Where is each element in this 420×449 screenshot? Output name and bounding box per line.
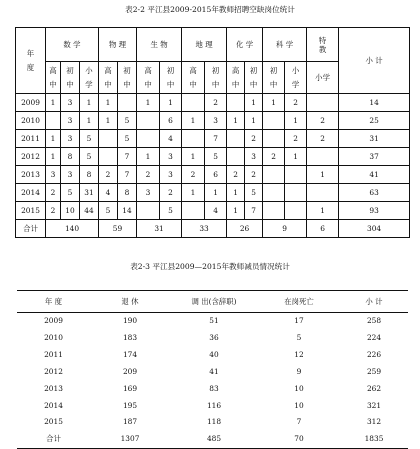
table-cell: 3 — [61, 166, 80, 184]
row-year: 2014 — [16, 184, 46, 202]
table-cell — [263, 112, 285, 130]
header-science: 科 学 — [263, 28, 307, 62]
subheader-cell: 初 中 — [205, 62, 227, 94]
table-cell — [99, 130, 118, 148]
table-cell: 1 — [245, 94, 263, 112]
total-cell: 33 — [182, 220, 227, 238]
table-cell: 226 — [366, 349, 382, 359]
table-cell: 3 — [160, 148, 182, 166]
table-cell: 5 — [118, 130, 137, 148]
subheader-cell: 初 中 — [61, 62, 80, 94]
table-cell: 1 — [182, 148, 205, 166]
table-cell: 83 — [209, 383, 219, 393]
table-row — [16, 148, 410, 166]
table-cell: 1 — [205, 184, 227, 202]
row-year: 2010 — [44, 332, 63, 342]
table-cell: 10 — [294, 400, 304, 410]
table-cell: 2 — [245, 166, 263, 184]
row-year: 2012 — [16, 148, 46, 166]
table-cell: 2 — [46, 202, 61, 220]
row-year: 合计 — [17, 431, 90, 448]
table-cell: 2 — [182, 166, 205, 184]
table-cell: 485 — [170, 431, 258, 448]
row-year: 2009 — [16, 94, 46, 112]
table-cell — [285, 166, 307, 184]
table-cell: 1 — [80, 112, 99, 130]
table-cell — [263, 202, 285, 220]
subheader-cell: 高 中 — [137, 62, 160, 94]
table1-caption: 表2-2 平江县2009-2015年教师招聘空缺岗位统计 — [125, 5, 295, 14]
table-cell — [137, 202, 160, 220]
table-cell: 3 — [46, 166, 61, 184]
table-cell — [118, 94, 137, 112]
table-cell: 1 — [80, 94, 99, 112]
table-cell: 321 — [366, 400, 382, 410]
table-cell: 5 — [245, 184, 263, 202]
row-year: 2014 — [44, 400, 63, 410]
row-year: 2011 — [16, 130, 46, 148]
table-cell: 1 — [263, 94, 285, 112]
table-cell: 1 — [285, 148, 307, 166]
table-cell: 3 — [205, 112, 227, 130]
table-row — [17, 347, 408, 364]
table-cell: 1 — [46, 148, 61, 166]
table2-caption: 表2-3 平江县2009—2015年教师减员情况统计 — [130, 262, 290, 271]
subheader-cell: 小 学 — [285, 62, 307, 94]
table-cell: 5 — [296, 332, 302, 342]
table-cell: 10 — [294, 383, 304, 393]
table-cell: 1 — [227, 112, 245, 130]
table-cell: 169 — [122, 383, 138, 393]
table-cell: 10 — [61, 202, 80, 220]
row-year: 2013 — [16, 166, 46, 184]
table-cell: 37 — [339, 148, 410, 166]
table-cell: 190 — [122, 316, 138, 325]
table-cell: 183 — [122, 332, 138, 342]
header-year: 年 度 — [17, 291, 90, 313]
table-cell: 259 — [366, 366, 382, 376]
table-cell: 224 — [366, 332, 382, 342]
table-cell: 118 — [206, 417, 222, 427]
table-cell: 41 — [209, 366, 219, 376]
table-cell — [227, 148, 245, 166]
table-cell — [46, 112, 61, 130]
subheader-cell: 初 中 — [245, 62, 263, 94]
table-cell — [285, 184, 307, 202]
header-chemistry: 化 学 — [227, 28, 263, 62]
table-row — [17, 414, 408, 431]
table-cell — [227, 94, 245, 112]
totals-row — [16, 220, 410, 238]
table-cell — [307, 184, 339, 202]
table-cell: 2 — [99, 166, 118, 184]
table-cell: 36 — [209, 332, 219, 342]
table-cell: 1 — [46, 94, 61, 112]
table-cell: 7 — [118, 148, 137, 166]
table-cell: 1307 — [90, 431, 170, 448]
table-cell — [137, 112, 160, 130]
table-row — [16, 202, 410, 220]
table-cell: 5 — [61, 184, 80, 202]
table-cell: 14 — [118, 202, 137, 220]
table-cell: 2 — [263, 148, 285, 166]
subheader-cell: 高 中 — [46, 62, 61, 94]
table-cell: 1 — [245, 112, 263, 130]
table-cell: 2 — [46, 184, 61, 202]
table-cell: 1835 — [340, 431, 408, 448]
total-cell: 140 — [46, 220, 99, 238]
table-cell: 4 — [205, 202, 227, 220]
table-cell: 44 — [80, 202, 99, 220]
subheader-cell: 高 中 — [99, 62, 118, 94]
table-cell: 1 — [227, 184, 245, 202]
header-retired: 退 休 — [90, 291, 170, 313]
table-cell: 1 — [182, 112, 205, 130]
table-cell: 3 — [245, 148, 263, 166]
table-row — [16, 112, 410, 130]
header-subtotal: 小 计 — [340, 291, 408, 313]
table-cell: 7 — [245, 202, 263, 220]
header-special-ed: 特 教 — [307, 28, 339, 62]
subheader-cell: 高 中 — [227, 62, 245, 94]
table-cell: 2 — [245, 130, 263, 148]
table-cell: 5 — [118, 112, 137, 130]
table-cell: 8 — [80, 166, 99, 184]
table-cell: 312 — [366, 417, 382, 427]
table-row — [16, 184, 410, 202]
table-cell: 25 — [339, 112, 410, 130]
totals-row — [17, 431, 408, 448]
total-cell: 26 — [227, 220, 263, 238]
table-cell: 174 — [122, 349, 138, 359]
table-cell: 2 — [227, 166, 245, 184]
table-cell: 209 — [122, 366, 138, 376]
row-year: 2011 — [44, 349, 63, 359]
table-cell: 1 — [46, 130, 61, 148]
table-cell: 1 — [160, 94, 182, 112]
attrition-table — [17, 290, 408, 449]
subheader-cell: 初 中 — [160, 62, 182, 94]
total-cell: 31 — [137, 220, 182, 238]
table-cell — [263, 130, 285, 148]
row-year: 2009 — [44, 316, 63, 325]
table-cell: 41 — [339, 166, 410, 184]
table-cell: 17 — [294, 316, 304, 325]
table-cell: 1 — [137, 94, 160, 112]
header-year: 年 度 — [16, 28, 46, 94]
table-cell: 14 — [339, 94, 410, 112]
table-cell — [182, 202, 205, 220]
table-cell — [263, 166, 285, 184]
table-cell: 4 — [160, 130, 182, 148]
row-year: 2013 — [44, 383, 63, 393]
table-row — [17, 330, 408, 347]
table-cell — [307, 148, 339, 166]
table-cell: 2 — [307, 112, 339, 130]
table-cell: 3 — [61, 130, 80, 148]
header-biology: 生 物 — [137, 28, 182, 62]
header-physics: 物 理 — [99, 28, 137, 62]
table-cell: 6 — [160, 112, 182, 130]
table-cell: 2 — [137, 166, 160, 184]
table-cell: 3 — [137, 184, 160, 202]
table-cell: 40 — [209, 349, 219, 359]
table-cell: 5 — [80, 148, 99, 166]
totals-label: 合计 — [16, 220, 46, 238]
table-cell: 3 — [61, 94, 80, 112]
table-cell: 3 — [61, 112, 80, 130]
table-cell: 2 — [307, 130, 339, 148]
row-year: 2012 — [44, 366, 63, 376]
row-year: 2015 — [16, 202, 46, 220]
table-cell: 7 — [205, 130, 227, 148]
table-cell: 1 — [137, 148, 160, 166]
table-cell: 7 — [118, 166, 137, 184]
header-deceased: 在岗死亡 — [258, 291, 340, 313]
table-cell — [285, 202, 307, 220]
table-row — [17, 313, 408, 330]
subheader-cell: 小学 — [307, 62, 339, 94]
table-cell: 8 — [61, 148, 80, 166]
table-row — [17, 398, 408, 415]
table-cell: 5 — [99, 202, 118, 220]
header-geography: 地 理 — [182, 28, 227, 62]
header-transferred: 调 出(含辞职) — [170, 291, 258, 313]
table-cell: 2 — [285, 130, 307, 148]
table-cell: 63 — [339, 184, 410, 202]
table-cell: 1 — [182, 184, 205, 202]
row-year: 2010 — [16, 112, 46, 130]
table-cell: 116 — [206, 400, 222, 410]
table-cell: 1 — [99, 94, 118, 112]
subheader-cell: 高 中 — [182, 62, 205, 94]
table-cell: 4 — [99, 184, 118, 202]
table-row — [16, 130, 410, 148]
vacancy-table — [15, 27, 410, 238]
header-subtotal: 小 计 — [339, 28, 410, 94]
table-cell: 7 — [296, 417, 302, 427]
table-cell: 5 — [160, 202, 182, 220]
table-cell: 5 — [205, 148, 227, 166]
table-cell — [137, 130, 160, 148]
total-cell: 59 — [99, 220, 137, 238]
table-cell: 262 — [366, 383, 382, 393]
subheader-cell: 小 学 — [80, 62, 99, 94]
table-cell: 2 — [205, 94, 227, 112]
table-row — [17, 364, 408, 381]
table-cell — [227, 130, 245, 148]
table-row — [16, 166, 410, 184]
table-cell: 5 — [80, 130, 99, 148]
table-cell: 31 — [80, 184, 99, 202]
subheader-cell: 初 中 — [263, 62, 285, 94]
table-cell — [307, 94, 339, 112]
table-cell: 8 — [118, 184, 137, 202]
table-row — [16, 94, 410, 112]
table-cell: 1 — [285, 112, 307, 130]
total-cell: 304 — [339, 220, 410, 238]
table-cell: 31 — [339, 130, 410, 148]
table-cell: 2 — [160, 184, 182, 202]
table-cell: 1 — [307, 202, 339, 220]
subheader-cell: 初 中 — [118, 62, 137, 94]
table-cell: 1 — [227, 202, 245, 220]
table-cell — [263, 184, 285, 202]
table-cell: 9 — [296, 366, 302, 376]
table-cell: 70 — [258, 431, 340, 448]
table-cell: 1 — [99, 112, 118, 130]
table-cell: 187 — [122, 417, 138, 427]
table-cell: 195 — [122, 400, 138, 410]
table-cell: 51 — [209, 316, 219, 325]
table-cell: 6 — [205, 166, 227, 184]
header-math: 数 学 — [46, 28, 99, 62]
total-cell: 9 — [263, 220, 307, 238]
table-cell — [182, 94, 205, 112]
table-cell: 12 — [294, 349, 304, 359]
row-year: 2015 — [44, 417, 63, 427]
table-cell: 3 — [160, 166, 182, 184]
table-cell: 258 — [366, 316, 382, 325]
table-cell — [182, 130, 205, 148]
table-cell: 1 — [307, 166, 339, 184]
total-cell: 6 — [307, 220, 339, 238]
table-cell: 2 — [285, 94, 307, 112]
table-row — [17, 381, 408, 398]
table-cell: 93 — [339, 202, 410, 220]
table-cell — [99, 148, 118, 166]
